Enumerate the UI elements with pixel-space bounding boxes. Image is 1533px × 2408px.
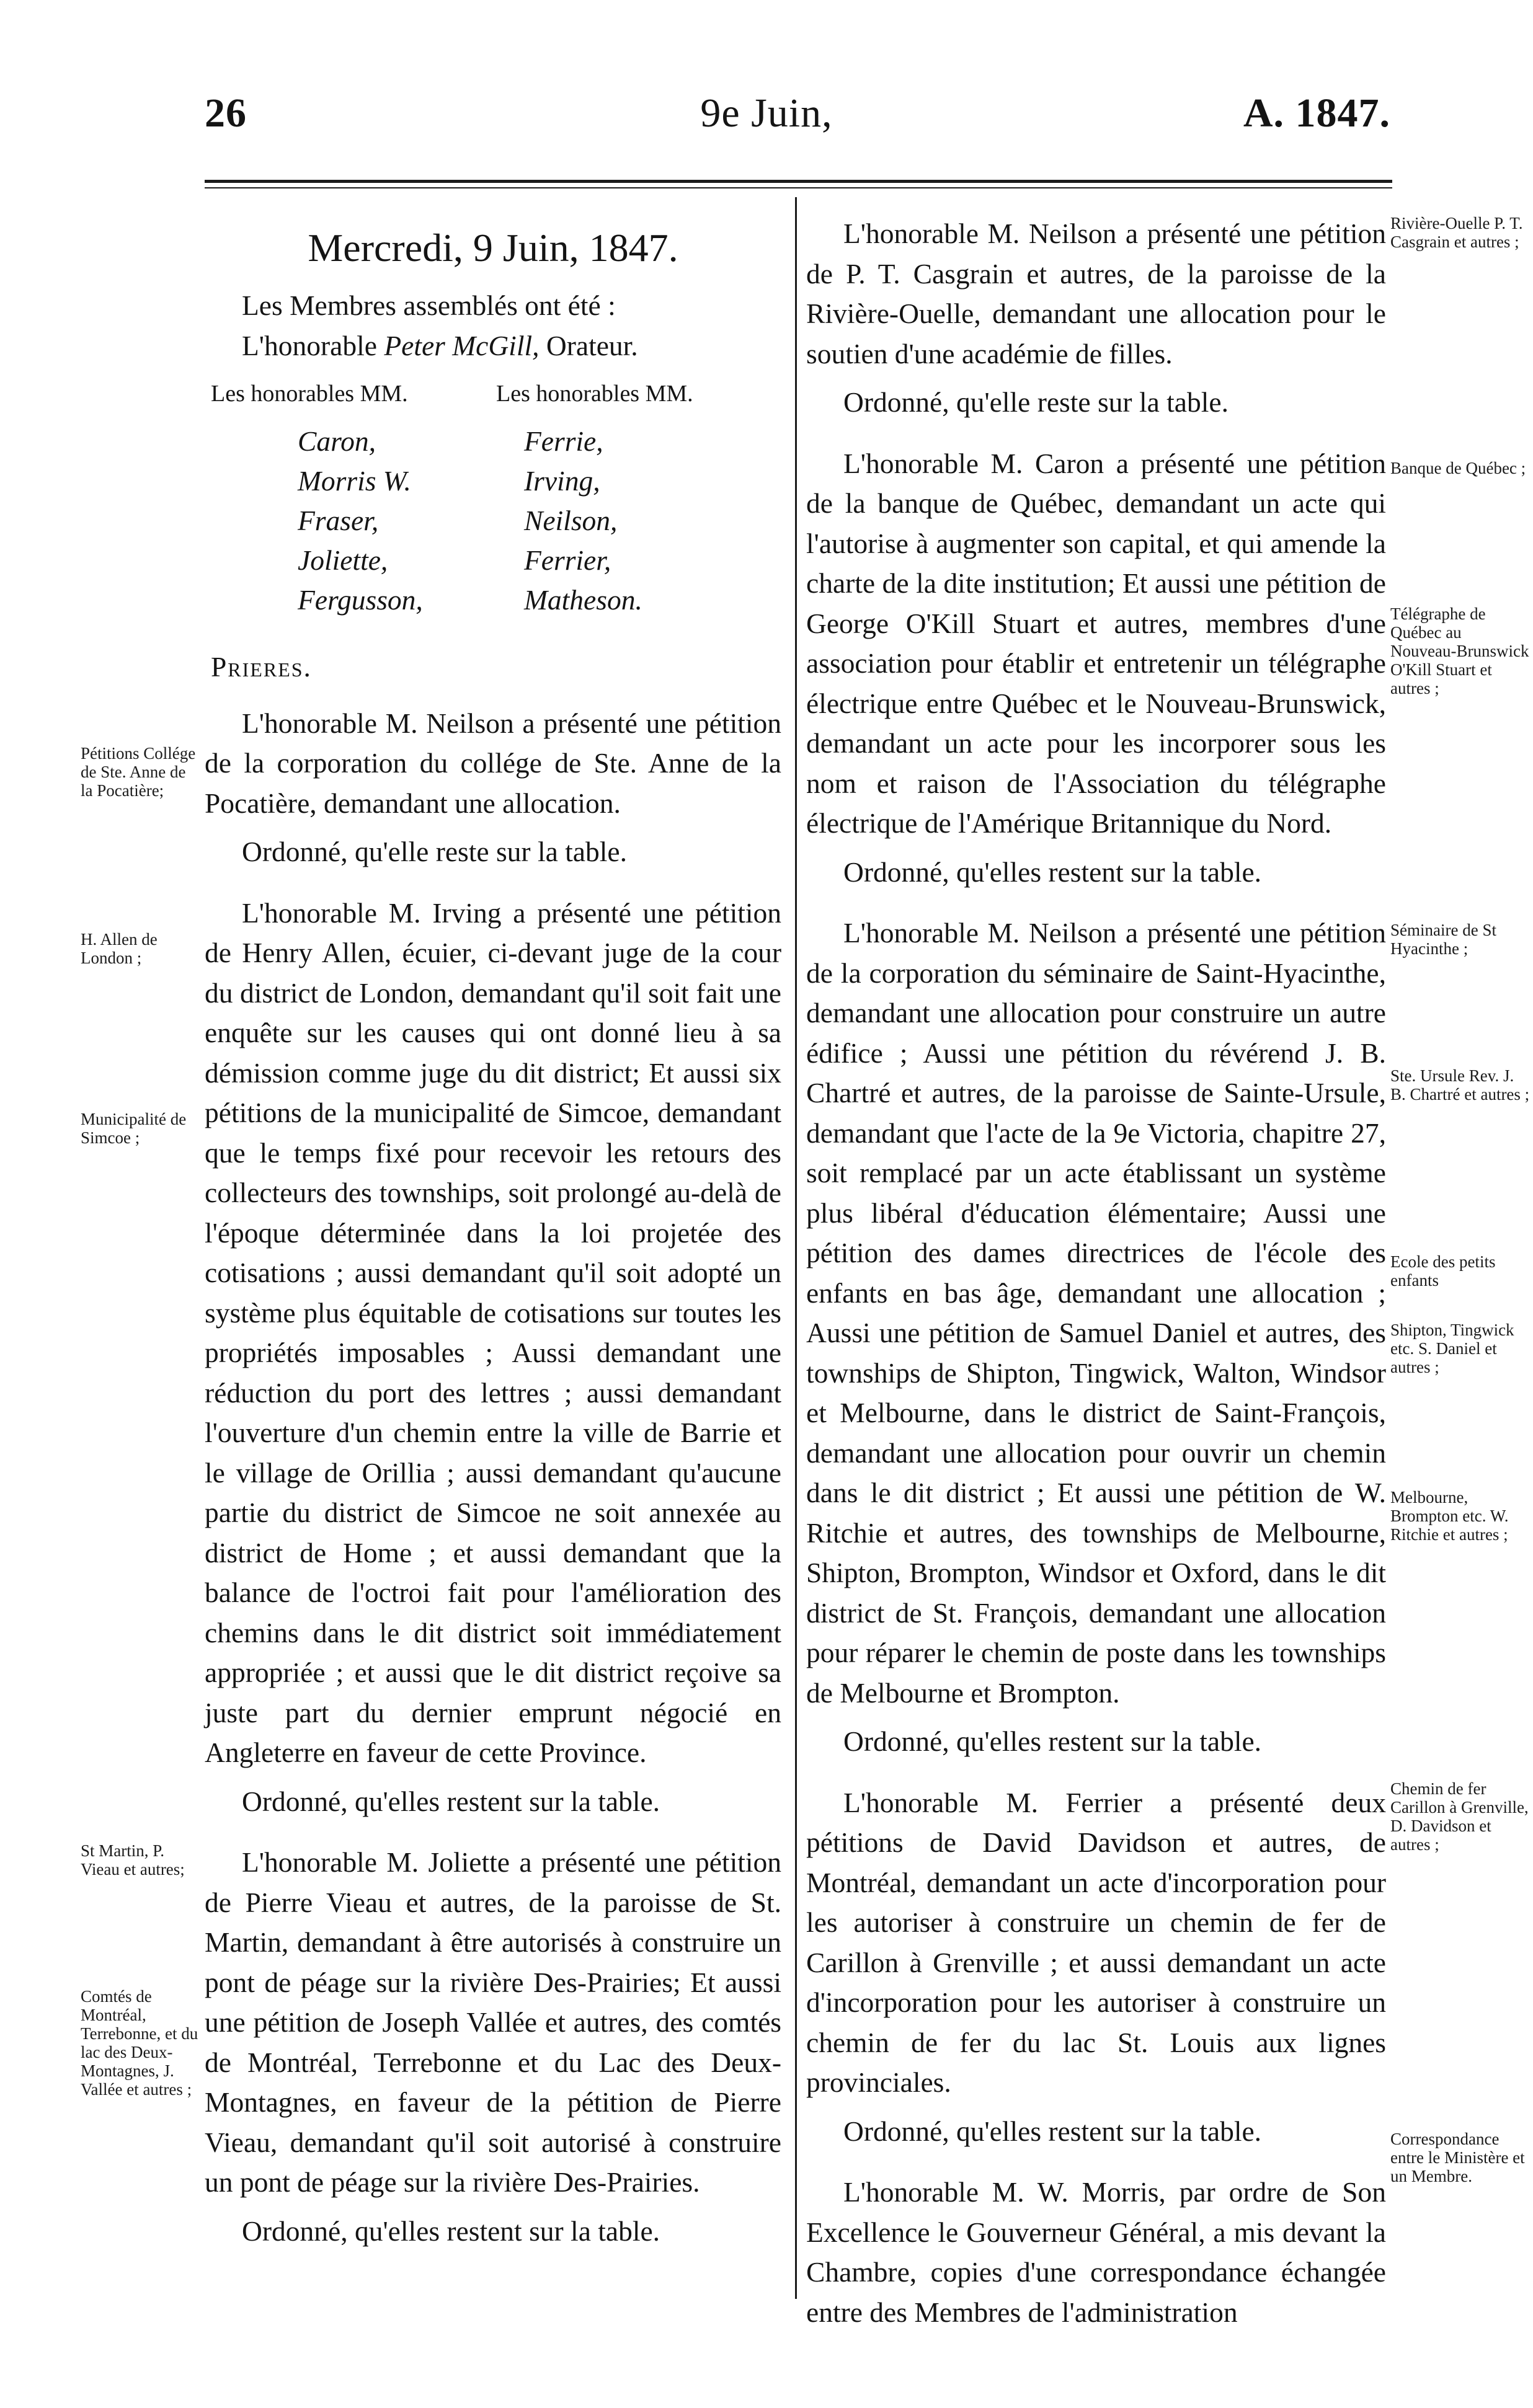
- margin-note: St Martin, P. Vieau et autres;: [81, 1841, 185, 1879]
- margin-note: Correspondance entre le Ministère et un Membre.: [1390, 2130, 1525, 2185]
- order-line: Ordonné, qu'elles restent sur la table.: [843, 856, 1262, 888]
- left-column: [205, 214, 781, 2272]
- member-name: Fergusson,: [298, 584, 423, 616]
- margin-note: Chemin de fer Carillon à Grenville, D. Davidson et autres ;: [1390, 1779, 1529, 1854]
- day-title: Mercredi, 9 Juin, 1847.: [308, 226, 678, 270]
- speaker-title: Orateur.: [539, 329, 638, 361]
- member-name: Joliette,: [298, 544, 388, 576]
- petition-paragraph: L'honorable M. Ferrier a présenté deux pétitions de David Davidson et autres, de Montréal, demandant un acte d'incorporation pour les autoriser à construire un chemin de fer de Carillon à Grenville ; et aussi demandant un acte d'incorporation pour les autoriser à construire un chemin de fer du lac St. Louis aux lignes provinciales.: [806, 1786, 1386, 2098]
- margin-note: Ste. Ursule Rev. J. B. Chartré et autres ;: [1390, 1066, 1530, 1104]
- order-line: Ordonné, qu'elles restent sur la table.: [242, 1785, 660, 1817]
- petition-paragraph: L'honorable M. Caron a présenté une pétition de la banque de Québec, demandant un acte qui l'autorise à augmenter son capital, et qui amende la charte de la dite institution; Et aussi une pétition de George O'Kill Stuart et autres, membres d'une association pour établir et entretenir un télégraphe électrique entre Québec et le Nouveau-Brunswick, demandant un acte pour les incorporer sous les nom et raison de l'Association du télégraphe électrique de l'Amérique Britannique du Nord.: [806, 447, 1386, 839]
- member-name: Ferrie,: [524, 425, 603, 457]
- order-line: Ordonné, qu'elles restent sur la table.: [843, 1725, 1262, 1757]
- member-name: Irving,: [524, 465, 600, 497]
- margin-note: Séminaire de St Hyacinthe ;: [1390, 921, 1496, 958]
- margin-note: Melbourne, Brompton etc. W. Ritchie et autres ;: [1390, 1488, 1509, 1544]
- order-line: Ordonné, qu'elle reste sur la table.: [843, 386, 1229, 418]
- petition-paragraph: L'honorable M. Neilson a présenté une pétition de P. T. Casgrain et autres, de la paroisse de la Rivière-Ouelle, demandant une allocation pour le soutien d'une académie de filles.: [806, 218, 1386, 370]
- margin-note: H. Allen de London ;: [81, 930, 158, 967]
- margin-note: Municipalité de Simcoe ;: [81, 1110, 187, 1147]
- members-column-1: [211, 377, 496, 620]
- running-date: 9e Juin,: [700, 91, 833, 136]
- assembled-line: Les Membres assemblés ont été :: [242, 290, 616, 321]
- correspondence-paragraph: L'honorable M. W. Morris, par ordre de Son Excellence le Gouverneur Général, a mis devant la Chambre, copies d'une correspondance échangée entre des Membres de l'administration: [806, 2176, 1386, 2328]
- member-name: Ferrier,: [524, 544, 611, 576]
- member-name: Caron,: [298, 425, 376, 457]
- petition-paragraph: L'honorable M. Irving a présenté une pétition de Henry Allen, écuier, ci-devant juge de la cour du district de London, demandant qu'il soit fait une enquête sur les causes qui ont donné lieu à sa démission comme juge du dit district; Et aussi six pétitions de la municipalité de Simcoe, demandant que le temps fixé pour recevoir les retours des collecteurs des townships, soit prolongé au-delà de l'époque déterminée dans la loi projetée des cotisations ; aussi demandant qu'il soit adopté un système plus équitable de cotisations sur toutes les propriétés imposables ; Aussi demandant une réduction du port des lettres ; aussi demandant l'ouverture d'un chemin entre la ville de Barrie et le village de Orillia ; aussi demandant qu'aucune partie du district de Simcoe ne soit annexée au district de Home ; et aussi demandant que la balance de l'octroi fait pour l'amélioration des chemins dans le dit district soit immédiatement appropriée ; et aussi que le dit district reçoive sa juste part du dernier emprunt négocié en Angleterre en faveur de cette Province.: [205, 896, 781, 1768]
- members-heading: Les honorables MM.: [211, 381, 408, 407]
- member-name: Morris W.: [298, 465, 411, 497]
- members-list: [211, 377, 781, 620]
- member-name: Neilson,: [524, 505, 618, 536]
- margin-note: Banque de Québec ;: [1390, 459, 1526, 477]
- speaker-line: [242, 326, 781, 366]
- petition-paragraph: L'honorable M. Neilson a présenté une pétition de la corporation du collége de Ste. Anne de la Pocatière, demandant une allocation.: [205, 707, 781, 819]
- members-heading: Les honorables MM.: [496, 381, 693, 407]
- member-name: Fraser,: [298, 505, 379, 536]
- order-line: Ordonné, qu'elles restent sur la table.: [242, 2215, 660, 2247]
- member-name: Matheson.: [524, 584, 642, 616]
- petition-paragraph: L'honorable M. Joliette a présenté une pétition de Pierre Vieau et autres, de la paroisse de St. Martin, demandant à être autorisés à construire un pont de péage sur la rivière Des-Prairies; Et aussi une pétition de Joseph Vallée et autres, des comtés de Montréal, Terrebonne et du Lac des Deux-Montagnes, en faveur de la pétition de Pierre Vieau, demandant qu'il soit autorisé à construire un pont de péage sur la rivière Des-Prairies.: [205, 1846, 781, 2198]
- header-rule-thin: [205, 187, 1392, 188]
- section-heading-prieres: Prieres.: [211, 651, 312, 683]
- margin-note: Pétitions Collége de Ste. Anne de la Pocatière;: [81, 744, 196, 800]
- page-number: 26: [205, 91, 247, 136]
- margin-note: Ecole des petits enfants: [1390, 1252, 1496, 1290]
- margin-note: Shipton, Tingwick etc. S. Daniel et autres ;: [1390, 1321, 1514, 1376]
- margin-note: Comtés de Montréal, Terrebonne, et du lac des Deux-Montagnes, J. Vallée et autres ;: [81, 1987, 198, 2099]
- order-line: Ordonné, qu'elle reste sur la table.: [242, 836, 627, 867]
- column-divider: [795, 197, 797, 2299]
- header-rule-thick: [205, 180, 1392, 183]
- margin-note: Rivière-Ouelle P. T. Casgrain et autres ;: [1390, 214, 1523, 251]
- petition-paragraph: L'honorable M. Neilson a présenté une pétition de la corporation du séminaire de Saint-Hyacinthe, demandant une allocation pour construire un autre édifice ; Aussi une pétition du révérend J. B. Chartré et autres, de la paroisse de Sainte-Ursule, demandant que l'acte de la 9e Victoria, chapitre 27, soit remplacé par un acte établissant un système plus libéral d'éducation élémentaire; Aussi une pétition des dames directrices de l'école des enfants en bas âge, demandant une allocation ; Aussi une pétition de Samuel Daniel et autres, des townships de Shipton, Tingwick, Walton, Windsor et Melbourne, dans le district de Saint-François, demandant une allocation pour ouvrir un chemin dans le dit district ; Et aussi une pétition de W. Ritchie et autres, des townships de Melbourne, Shipton, Brompton, Windsor et Oxford, dans le dit district de St. François, demandant une allocation pour réparer le chemin de poste dans les townships de Melbourne et Brompton.: [806, 917, 1386, 1709]
- margin-note: Télégraphe de Québec au Nouveau-Brunswick O'Kill Stuart et autres ;: [1390, 604, 1529, 697]
- members-column-2: [496, 377, 781, 620]
- right-column: [806, 214, 1386, 2341]
- speaker-name: Peter McGill,: [384, 329, 540, 361]
- running-year: A. 1847.: [1243, 91, 1390, 136]
- speaker-prefix: L'honorable: [242, 329, 384, 361]
- order-line: Ordonné, qu'elles restent sur la table.: [843, 2115, 1262, 2147]
